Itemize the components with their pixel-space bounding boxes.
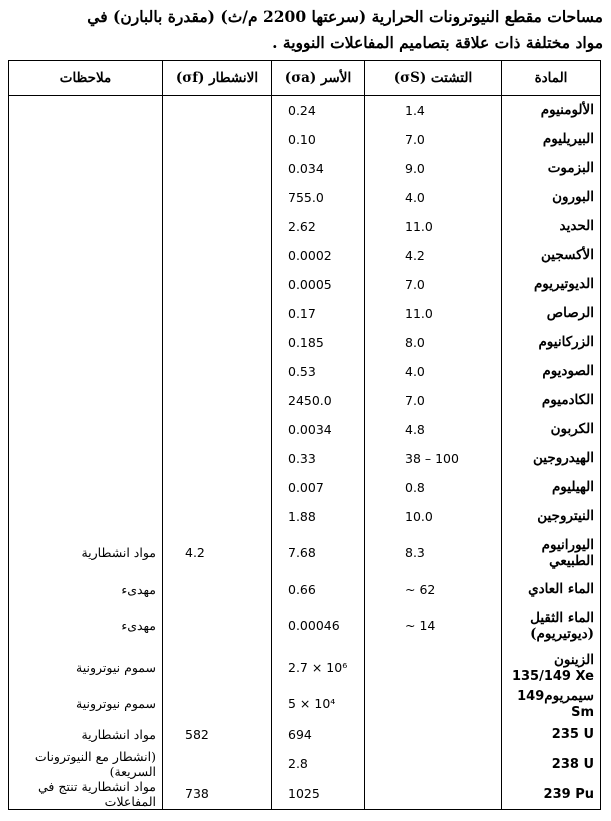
cell-scatter: 7.0 (365, 386, 502, 415)
cell-fission (163, 357, 272, 386)
cell-fission (163, 444, 272, 473)
caption-line-2: مواد مختلفة ذات علاقة بتصاميم المفاعلات النووية . (272, 33, 603, 52)
header-fission: الانشطار (σf) (163, 61, 272, 96)
cell-absorb: 2.8 (272, 749, 365, 779)
cell-material (502, 183, 601, 212)
cell-scatter: 11.0 (365, 299, 502, 328)
cell-absorb: 1025 (272, 779, 365, 810)
cell-scatter: 11.0 (365, 212, 502, 241)
cell-notes (9, 473, 163, 502)
cell-scatter: 4.0 (365, 183, 502, 212)
material-label: الكادميوم (541, 392, 594, 408)
cell-notes: مواد انشطارية (9, 531, 163, 575)
cell-scatter: 4.2 (365, 241, 502, 270)
table-row (9, 357, 601, 386)
cell-material (502, 502, 601, 531)
cell-notes (9, 96, 163, 125)
cell-notes: مواد انشطارية (9, 720, 163, 749)
cell-fission: 582 (163, 720, 272, 749)
cell-absorb: 2450.0 (272, 386, 365, 415)
cell-notes (9, 502, 163, 531)
table-row (9, 575, 601, 604)
cell-fission (163, 125, 272, 154)
cell-fission (163, 154, 272, 183)
cell-material (502, 212, 601, 241)
cell-absorb: 0.0002 (272, 241, 365, 270)
table-row (9, 749, 601, 779)
material-label: النيتروجين (537, 508, 594, 524)
material-label: الهيليوم (551, 479, 594, 495)
cell-scatter: ~ 62 (365, 575, 502, 604)
cell-scatter: 10.0 (365, 502, 502, 531)
cell-material (502, 154, 601, 183)
cell-scatter: 0.8 (365, 473, 502, 502)
cell-material (502, 444, 601, 473)
material-label: الهيدروجين (533, 450, 594, 466)
cell-scatter: 7.0 (365, 270, 502, 299)
cell-fission: 738 (163, 779, 272, 810)
cell-notes (9, 386, 163, 415)
material-label: الصوديوم (542, 363, 594, 379)
isotope-symbol: 149 Sm (512, 688, 594, 720)
table-body (9, 96, 601, 810)
cell-notes (9, 183, 163, 212)
cell-material (502, 415, 601, 444)
cell-scatter (365, 648, 502, 688)
cell-absorb: 2.62 (272, 212, 365, 241)
cell-fission (163, 96, 272, 125)
cell-absorb: 1.88 (272, 502, 365, 531)
table-row (9, 648, 601, 688)
cell-material (502, 575, 601, 604)
cell-fission (163, 270, 272, 299)
material-label: سيمريوم (544, 687, 594, 704)
table-row (9, 473, 601, 502)
cell-notes (9, 154, 163, 183)
cell-notes (9, 270, 163, 299)
cell-material (502, 720, 601, 749)
isotope-symbol: 235 U (551, 727, 594, 742)
cell-notes (9, 125, 163, 154)
cell-absorb: 0.33 (272, 444, 365, 473)
cell-absorb: 2.7 × 10⁶ (272, 648, 365, 688)
cell-fission (163, 473, 272, 502)
cell-notes: سموم نيوترونية (9, 688, 163, 720)
cell-fission (163, 502, 272, 531)
cell-fission (163, 386, 272, 415)
material-label: الزركانيوم (538, 334, 594, 350)
cell-scatter (365, 779, 502, 810)
cell-fission (163, 415, 272, 444)
cell-fission: 4.2 (163, 531, 272, 575)
cell-fission (163, 212, 272, 241)
cell-material (502, 386, 601, 415)
material-label: الحديد (559, 218, 594, 234)
cell-fission (163, 688, 272, 720)
header-row (9, 61, 601, 96)
cell-scatter: 7.0 (365, 125, 502, 154)
table-row (9, 720, 601, 749)
table-row (9, 531, 601, 575)
cell-material (502, 357, 601, 386)
cell-material (502, 473, 601, 502)
cell-notes: سموم نيوترونية (9, 648, 163, 688)
cell-absorb: 0.66 (272, 575, 365, 604)
cell-material (502, 688, 601, 720)
material-label: البزموت (547, 160, 594, 176)
table-caption (8, 4, 603, 56)
cell-scatter (365, 720, 502, 749)
header-notes: ملاحظات (9, 61, 163, 96)
material-label: البورون (552, 189, 594, 205)
cell-fission (163, 648, 272, 688)
cell-notes (9, 299, 163, 328)
cell-material (502, 270, 601, 299)
cell-scatter: 9.0 (365, 154, 502, 183)
material-label: الرصاص (546, 305, 594, 321)
cell-absorb: 7.68 (272, 531, 365, 575)
cell-notes (9, 415, 163, 444)
material-label: الأكسجين (541, 247, 594, 263)
cross-section-table (8, 60, 601, 810)
material-label: الكربون (550, 421, 594, 437)
cell-material (502, 749, 601, 779)
table-row (9, 96, 601, 125)
cell-material (502, 241, 601, 270)
cell-fission (163, 604, 272, 648)
header-absorb: الأسر (σa) (272, 61, 365, 96)
cell-absorb: 694 (272, 720, 365, 749)
cell-notes: مواد انشطارية تنتج في المفاعلات (9, 779, 163, 810)
cell-scatter (365, 749, 502, 779)
material-label: الماء العادي (528, 581, 594, 597)
caption-line-1: مساحات مقطع النيوترونات الحرارية (سرعتها 2200 م/ث) (مقدرة بالبارن) في (87, 7, 603, 26)
cell-material (502, 779, 601, 810)
cell-notes (9, 444, 163, 473)
table-row (9, 604, 601, 648)
isotope-symbol: 238 U (551, 756, 594, 772)
cell-fission (163, 749, 272, 779)
table-row (9, 386, 601, 415)
cell-absorb: 0.034 (272, 154, 365, 183)
cell-material (502, 648, 601, 688)
cell-notes (9, 212, 163, 241)
cell-fission (163, 328, 272, 357)
cell-material (502, 328, 601, 357)
material-label: اليورانيوم الطبيعي (541, 536, 594, 569)
cell-notes: مهدىء (9, 575, 163, 604)
material-label: الديوتيريوم (533, 276, 594, 292)
cell-material (502, 96, 601, 125)
material-label: الألومنيوم (540, 102, 594, 119)
cell-scatter: 4.0 (365, 357, 502, 386)
cell-notes: (انشطار مع النيوترونات السريعة) (9, 749, 163, 779)
material-label: الزينون (553, 651, 594, 668)
cell-absorb: 0.10 (272, 125, 365, 154)
cell-notes: مهدىء (9, 604, 163, 648)
cell-scatter (365, 688, 502, 720)
material-label: البيريليوم (542, 131, 594, 147)
table-row (9, 125, 601, 154)
cell-scatter: ~ 14 (365, 604, 502, 648)
table-row (9, 328, 601, 357)
table-row (9, 241, 601, 270)
table-row (9, 154, 601, 183)
cell-absorb: 755.0 (272, 183, 365, 212)
cell-absorb: 0.00046 (272, 604, 365, 648)
table-row (9, 212, 601, 241)
cell-notes (9, 241, 163, 270)
cell-notes (9, 328, 163, 357)
table-row (9, 299, 601, 328)
material-label: الماء الثقيل (ديوتيريوم) (530, 609, 594, 642)
cell-fission (163, 299, 272, 328)
cell-fission (163, 183, 272, 212)
cell-material (502, 299, 601, 328)
header-material: المادة (502, 61, 601, 96)
table-row (9, 183, 601, 212)
cell-absorb: 0.185 (272, 328, 365, 357)
cell-material (502, 125, 601, 154)
cell-fission (163, 575, 272, 604)
header-scatter: التشتت (σS) (365, 61, 502, 96)
isotope-symbol: 239 Pu (543, 786, 594, 802)
table-row (9, 688, 601, 720)
cell-notes (9, 357, 163, 386)
table-row (9, 270, 601, 299)
cell-scatter: 8.3 (365, 531, 502, 575)
cell-absorb: 0.24 (272, 96, 365, 125)
isotope-symbol: 135/149 Xe (511, 668, 594, 684)
cell-material (502, 604, 601, 648)
cell-scatter: 8.0 (365, 328, 502, 357)
cell-absorb: 0.17 (272, 299, 365, 328)
cell-absorb: 5 × 10⁴ (272, 688, 365, 720)
cell-absorb: 0.0005 (272, 270, 365, 299)
table-row (9, 779, 601, 810)
cell-scatter: 4.8 (365, 415, 502, 444)
cell-fission (163, 241, 272, 270)
cell-scatter: 38 – 100 (365, 444, 502, 473)
cell-absorb: 0.53 (272, 357, 365, 386)
table-row (9, 415, 601, 444)
cell-absorb: 0.007 (272, 473, 365, 502)
cell-absorb: 0.0034 (272, 415, 365, 444)
cell-material (502, 531, 601, 575)
cell-scatter: 1.4 (365, 96, 502, 125)
table-row (9, 502, 601, 531)
table-row (9, 444, 601, 473)
